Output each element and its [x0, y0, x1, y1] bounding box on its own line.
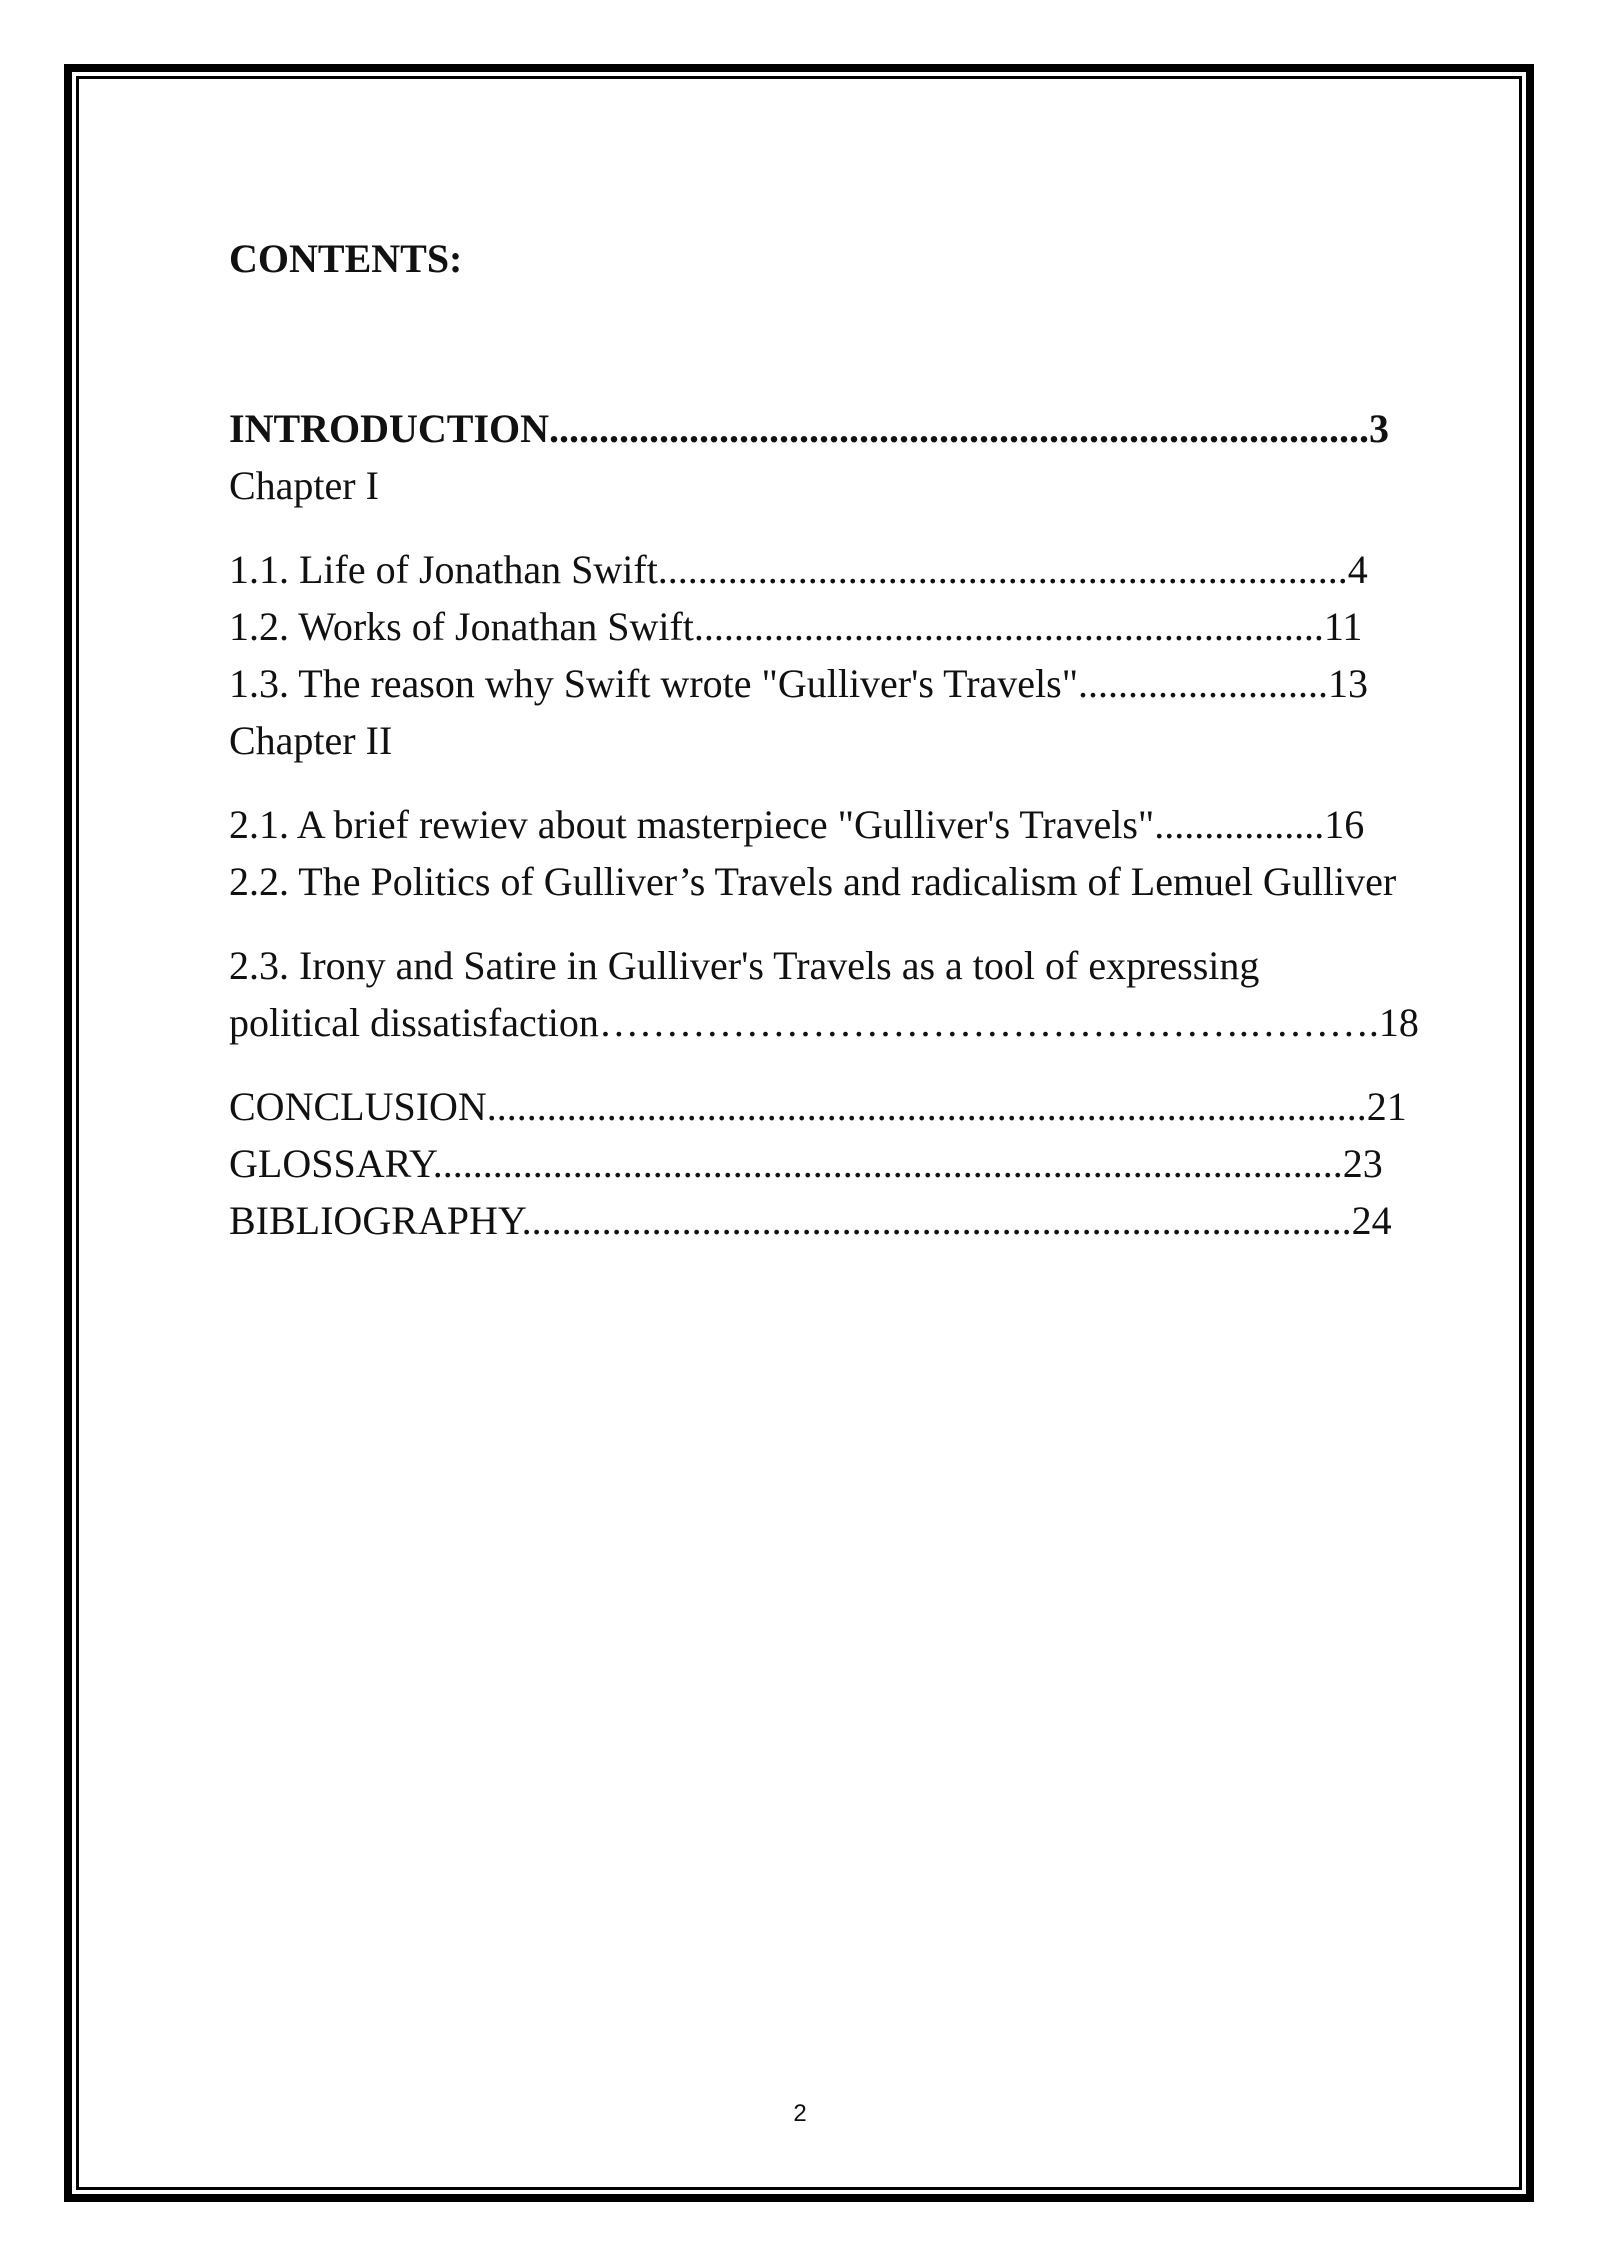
chapter-1-title: Chapter I: [229, 463, 379, 508]
toc-entry-2-2: 2.2. The Politics of Gulliver’s Travels and radicalism of Lemuel Gulliver: [229, 859, 1397, 904]
toc-entry-introduction: INTRODUCTION..................................................................................3: [229, 406, 1390, 451]
chapter-2-title: Chapter II: [229, 718, 393, 763]
toc-entry-conclusion: CONCLUSION........................................................................................21: [229, 1084, 1407, 1129]
toc-entry-2-3-line-1: 2.3. Irony and Satire in Gulliver's Travels as a tool of expressing: [229, 943, 1260, 988]
table-of-contents: [229, 230, 1489, 1249]
toc-entry-1-3: 1.3. The reason why Swift wrote "Gulliver's Travels".........................13: [229, 661, 1369, 706]
toc-entry-1-2: 1.2. Works of Jonathan Swift...............................................................11: [229, 604, 1363, 649]
toc-entry-1-1: 1.1. Life of Jonathan Swift.....................................................................4: [229, 547, 1368, 592]
contents-heading: CONTENTS:: [229, 236, 463, 281]
toc-entry-glossary: GLOSSARY...........................................................................................23: [229, 1141, 1383, 1186]
toc-entry-bibliography: BIBLIOGRAPHY...................................................................................24: [229, 1198, 1392, 1243]
toc-entry-2-1: 2.1. A brief rewiev about masterpiece "Gulliver's Travels".................16: [229, 802, 1365, 847]
page-number: 2: [793, 2100, 807, 2127]
toc-entry-2-3-line-2: political dissatisfaction………………………………………….……….18: [229, 1000, 1419, 1045]
